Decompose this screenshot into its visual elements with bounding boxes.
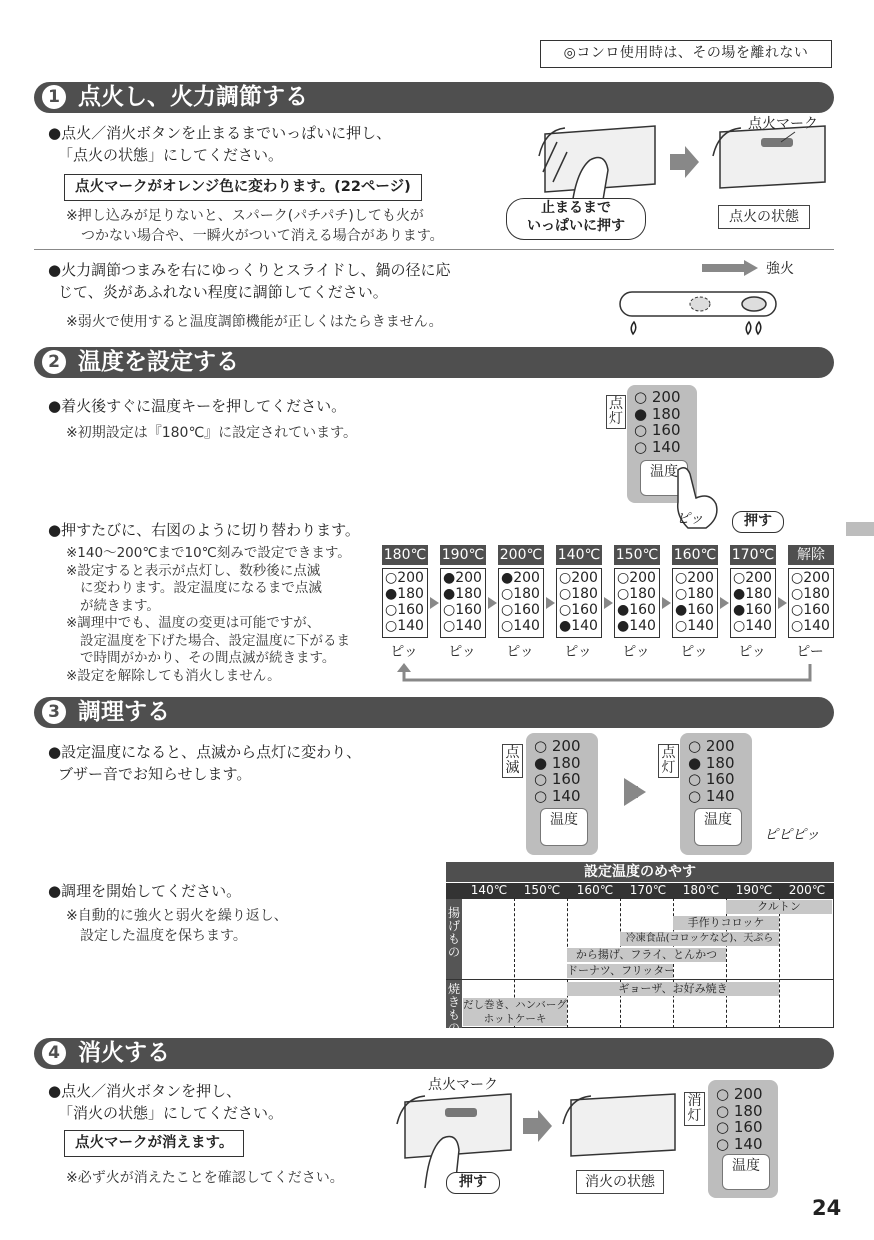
section-number: 2 xyxy=(42,350,66,374)
s2-note-1: ※初期設定は『180℃』に設定されています。 xyxy=(66,425,358,441)
beep-label: ピッ xyxy=(676,511,704,527)
s4-note: ※必ず火が消えたことを確認してください。 xyxy=(66,1170,344,1186)
s2-notes: ※140〜200℃まで10℃刻みで設定できます。 ※設定すると表示が点灯し、数秒後に点滅 に変わります。設定温度になるまで点滅 が続きます。 ※調理中でも、温度の変更は可能ですが、 設定温度を下げた場合、設定温度に下がるま で時間がかかり、その間点滅が続きます。 ※設定を解除しても消火しません。 xyxy=(66,545,351,684)
guide-item: 手作りコロッケ xyxy=(673,916,779,930)
section-title: 消火する xyxy=(78,1040,170,1066)
seq-beep: ピッ xyxy=(680,644,708,660)
guide-item: クルトン xyxy=(726,900,832,914)
seq-box: ○200 ○180 ●160 ○140 xyxy=(672,568,718,638)
push-label: 押す xyxy=(732,511,784,533)
temp-list: ○ 200 ● 180 ○ 160 ○ 140 xyxy=(634,388,681,456)
temp-list: ○ 200 ○ 180 ○ 160 ○ 140 xyxy=(716,1085,763,1153)
guide-col: 200℃ xyxy=(788,883,826,897)
guide-row-divider xyxy=(446,979,834,980)
seq-head: 200℃ xyxy=(499,547,543,563)
temp-key: 温度 xyxy=(694,808,742,846)
seq-head: 140℃ xyxy=(557,547,601,563)
guide-col: 170℃ xyxy=(629,883,667,897)
guide-gridline xyxy=(620,898,621,1028)
seq-beep: ピッ xyxy=(622,644,650,660)
ignition-mark-label: 点火マーク xyxy=(748,116,818,132)
temp-key: 温度 xyxy=(540,808,588,846)
seq-arrow xyxy=(546,597,555,609)
ignition-mark-label: 点火マーク xyxy=(428,1077,498,1093)
temp-list: ○ 200 ● 180 ○ 160 ○ 140 xyxy=(688,737,735,805)
seq-box: ●200 ●180 ○160 ○140 xyxy=(440,568,486,638)
temp-key: 温度 xyxy=(722,1154,770,1190)
heat-slider-illustration xyxy=(612,258,782,343)
seq-head: 190℃ xyxy=(441,547,485,563)
s1-note-1: ※押し込みが足りないと、スパーク(パチパチ)しても火が つかない場合や、一瞬火がついて消える場合があります。 xyxy=(66,208,444,244)
seq-beep: ピッ xyxy=(564,644,592,660)
loop-back-arrow xyxy=(396,662,816,686)
section-title: 調理する xyxy=(78,699,170,725)
buzzer-label: ピピピッ xyxy=(764,827,820,843)
guide-item: ギョーザ、お好み焼き xyxy=(567,982,779,996)
seq-beep: ピッ xyxy=(448,644,476,660)
seq-box: ○200 ○180 ○160 ○140 xyxy=(788,568,834,638)
page-number: 24 xyxy=(812,1196,842,1220)
guide-cat-fry: 揚げもの xyxy=(446,899,462,979)
s1-highlight-box: 点火マークがオレンジ色に変わります。(22ページ) xyxy=(64,174,422,201)
seq-arrow xyxy=(604,597,613,609)
guide-cat-bake: 焼きもの xyxy=(447,982,460,1035)
section-number: 4 xyxy=(42,1041,66,1065)
seq-beep: ピッ xyxy=(506,644,534,660)
section-3-header xyxy=(34,697,834,728)
divider xyxy=(34,249,834,250)
safety-notice: ◎コンロ使用時は、その場を離れない xyxy=(540,40,832,68)
guide-item: だし巻き、ハンバーグ xyxy=(463,999,567,1011)
temp-guide-columns xyxy=(446,883,834,898)
strong-heat-label: 強火 xyxy=(766,261,794,277)
s2-bullet-2: ●押すたびに、右図のように切り替わります。 xyxy=(48,521,360,539)
seq-head: 170℃ xyxy=(731,547,775,563)
seq-head: 180℃ xyxy=(383,547,427,563)
off-state-label: 消火の状態 xyxy=(576,1170,664,1194)
s2-bullet-1: ●着火後すぐに温度キーを押してください。 xyxy=(48,397,347,415)
seq-box: ○200 ●180 ○160 ○140 xyxy=(382,568,428,638)
temp-key[interactable]: 温度 xyxy=(640,460,688,496)
section-1-header xyxy=(34,82,834,113)
temp-guide-title: 設定温度のめやす xyxy=(446,862,834,882)
guide-gridline xyxy=(779,898,780,1028)
seq-beep: ピー xyxy=(796,644,824,660)
s4-highlight-box: 点火マークが消えます。 xyxy=(64,1130,244,1157)
seq-arrow xyxy=(778,597,787,609)
s3-bullet-1: ●設定温度になると、点滅から点灯に変わり、 ブザー音でお知らせします。 xyxy=(48,743,362,783)
section-number: 1 xyxy=(42,85,66,109)
ignition-state-label: 点火の状態 xyxy=(718,205,810,229)
seq-beep: ピッ xyxy=(738,644,766,660)
guide-col: 140℃ xyxy=(470,883,508,897)
guide-col: 180℃ xyxy=(682,883,720,897)
guide-gridline xyxy=(567,898,568,1028)
lit-indicator-label: 点灯 xyxy=(606,395,626,429)
guide-item: から揚げ、フライ、とんかつ xyxy=(567,948,726,962)
off-indicator-label: 消灯 xyxy=(684,1092,705,1126)
seq-head: 150℃ xyxy=(615,547,659,563)
lit-indicator-label: 点灯 xyxy=(658,744,679,778)
seq-arrow xyxy=(488,597,497,609)
section-2-header xyxy=(34,347,834,378)
guide-item: ドーナツ、フリッター xyxy=(567,964,676,977)
side-tab xyxy=(846,522,874,536)
seq-head: 解除 xyxy=(788,545,834,565)
s3-bullet-2: ●調理を開始してください。 xyxy=(48,882,242,900)
section-4-header xyxy=(34,1038,834,1069)
seq-box: ○200 ●180 ●160 ○140 xyxy=(730,568,776,638)
s3-note: ※自動的に強火と弱火を繰り返し、 設定した温度を保ちます。 xyxy=(66,908,288,944)
s1-note-2: ※弱火で使用すると温度調節機能が正しくはたらきません。 xyxy=(66,314,443,330)
transition-arrow-stem xyxy=(624,786,638,798)
push-label: 押す xyxy=(446,1172,500,1194)
guide-col: 150℃ xyxy=(523,883,561,897)
s1-bullet-1: ●点火／消火ボタンを止まるまでいっぱいに押し、 「点火の状態」にしてください。 xyxy=(48,124,392,164)
seq-arrow xyxy=(662,597,671,609)
section-number: 3 xyxy=(42,700,66,724)
seq-box: ○200 ○180 ●160 ●140 xyxy=(614,568,660,638)
seq-arrow xyxy=(430,597,439,609)
blink-indicator-label: 点滅 xyxy=(502,744,523,778)
seq-beep: ピッ xyxy=(390,644,418,660)
seq-box: ○200 ○180 ○160 ●140 xyxy=(556,568,602,638)
s4-bullet-1: ●点火／消火ボタンを押し、 「消火の状態」にしてください。 xyxy=(48,1082,284,1122)
guide-col: 190℃ xyxy=(735,883,773,897)
seq-arrow xyxy=(720,597,729,609)
push-fully-callout: 止まるまで いっぱいに押す xyxy=(506,198,646,240)
guide-item: 冷凍食品(コロッケなど)、天ぷら xyxy=(620,932,779,946)
s1-bullet-2: ●火力調節つまみを右にゆっくりとスライドし、鍋の径に応 じて、炎があふれない程度に調節してください。 xyxy=(48,261,451,301)
temp-list: ○ 200 ● 180 ○ 160 ○ 140 xyxy=(534,737,581,805)
section-title: 点火し、火力調節する xyxy=(78,84,308,110)
seq-head: 160℃ xyxy=(673,547,717,563)
guide-item: ホットケーキ xyxy=(463,1012,567,1026)
seq-box: ●200 ○180 ○160 ○140 xyxy=(498,568,544,638)
section-title: 温度を設定する xyxy=(78,349,239,375)
guide-col: 160℃ xyxy=(576,883,614,897)
